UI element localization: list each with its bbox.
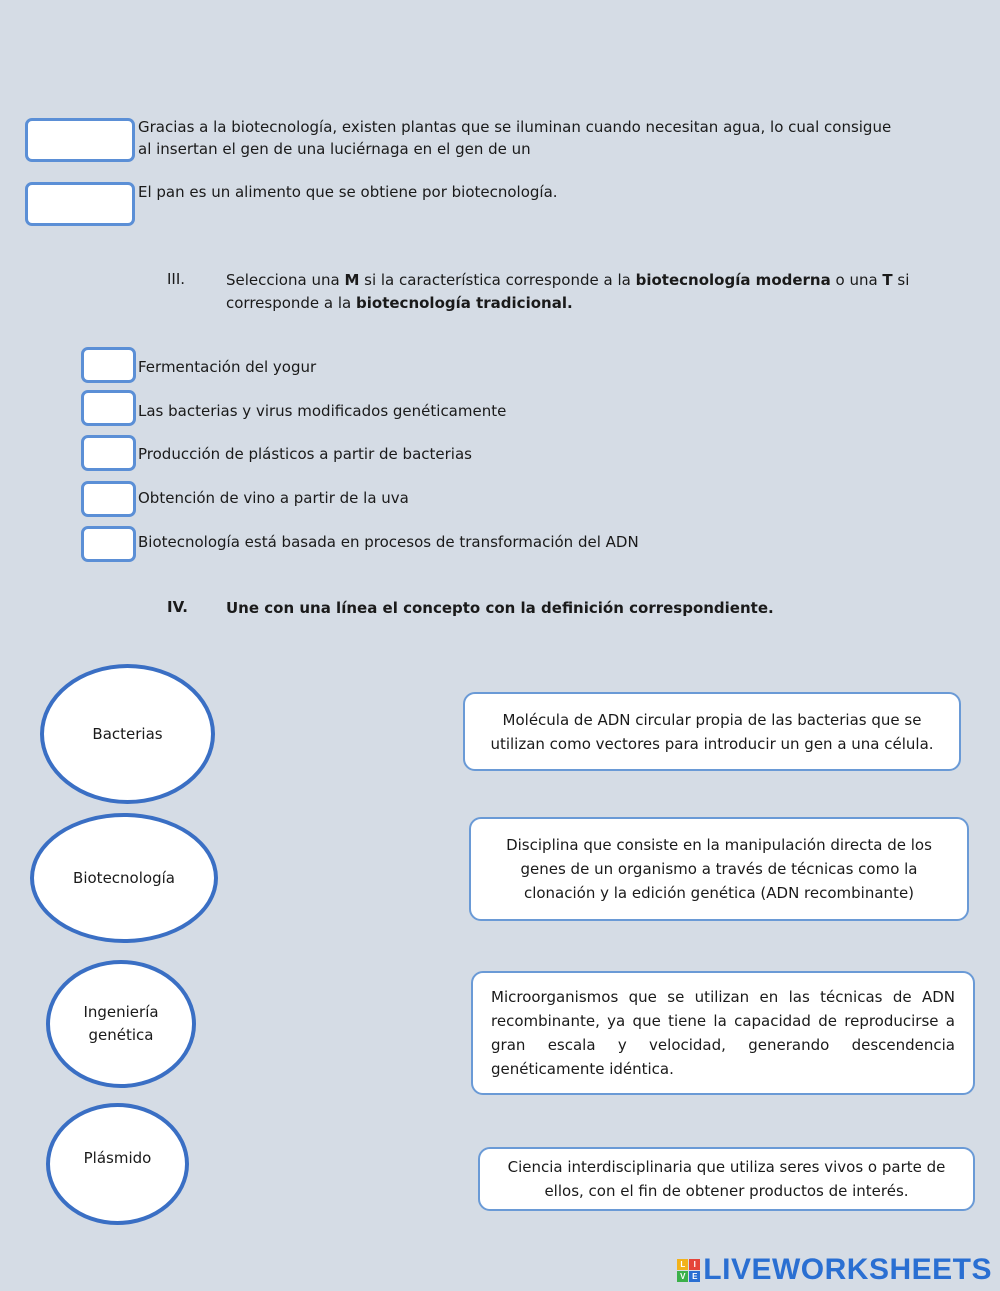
liveworksheets-logo (677, 1253, 992, 1287)
logo-letter: I (689, 1259, 700, 1270)
concept-biotecnologia[interactable] (30, 813, 218, 943)
concept-label: Bacterias (92, 724, 163, 743)
section-iii-instruction-line-1: Selecciona una M si la característica corresponde a la biotecnología moderna o una T si (226, 271, 910, 289)
mt-input-3[interactable] (81, 435, 136, 471)
statement-1-line-1: Gracias a la biotecnología, existen plantas que se iluminan cuando necesitan agua, lo cual consigue (138, 118, 892, 136)
mt-item-4: Obtención de vino a partir de la uva (138, 489, 409, 507)
statement-1-line-2: al insertan el gen de una luciérnaga en el gen de un (138, 140, 531, 158)
mt-input-1[interactable] (81, 347, 136, 383)
concept-ingenieria-genetica[interactable] (46, 960, 196, 1088)
mt-input-5[interactable] (81, 526, 136, 562)
section-iv-numeral: IV. (167, 598, 188, 616)
answer-input-1[interactable] (25, 118, 135, 162)
definition-1[interactable] (463, 692, 961, 771)
concept-label: Ingeniería genética (83, 1003, 159, 1044)
mt-item-5: Biotecnología está basada en procesos de transformación del ADN (138, 533, 639, 551)
definition-text: Disciplina que consiste en la manipulación directa de los genes de un organismo a través de técnicas como la clonación y la edición genética (ADN recombinante) (506, 836, 932, 902)
definition-3[interactable] (471, 971, 975, 1095)
logo-letter: L (677, 1259, 688, 1270)
logo-letter: V (677, 1271, 688, 1282)
section-iii-instruction-line-2: corresponde a la biotecnología tradicional. (226, 294, 573, 312)
definition-text: Microorganismos que se utilizan en las técnicas de ADN recombinante, ya que tiene la capacidad de reproducirse a gran escala y velocidad, generando descendencia genéticamente idéntica. (491, 988, 955, 1078)
mt-item-3: Producción de plásticos a partir de bacterias (138, 445, 472, 463)
definition-text: Ciencia interdisciplinaria que utiliza seres vivos o parte de ellos, con el fin de obtener productos de interés. (507, 1158, 946, 1200)
mt-input-2[interactable] (81, 390, 136, 426)
definition-2[interactable] (469, 817, 969, 921)
definition-text: Molécula de ADN circular propia de las bacterias que se utilizan como vectores para introducir un gen a una célula. (490, 710, 934, 753)
concept-plasmido[interactable] (46, 1103, 189, 1225)
answer-input-2[interactable] (25, 182, 135, 226)
concept-label: Plásmido (83, 1148, 152, 1167)
logo-text: LIVEWORKSHEETS (703, 1253, 992, 1286)
mt-item-1: Fermentación del yogur (138, 358, 317, 376)
section-iii-numeral: III. (167, 270, 186, 288)
section-iv-instruction: Une con una línea el concepto con la definición correspondiente. (226, 599, 774, 617)
logo-letter: E (689, 1271, 700, 1282)
concept-bacterias[interactable] (40, 664, 215, 804)
logo-cube-icon (677, 1259, 700, 1282)
definition-4[interactable] (478, 1147, 975, 1211)
statement-2: El pan es un alimento que se obtiene por biotecnología. (138, 183, 558, 201)
mt-item-2: Las bacterias y virus modificados genéticamente (138, 402, 507, 420)
mt-input-4[interactable] (81, 481, 136, 517)
concept-label: Biotecnología (73, 868, 175, 887)
